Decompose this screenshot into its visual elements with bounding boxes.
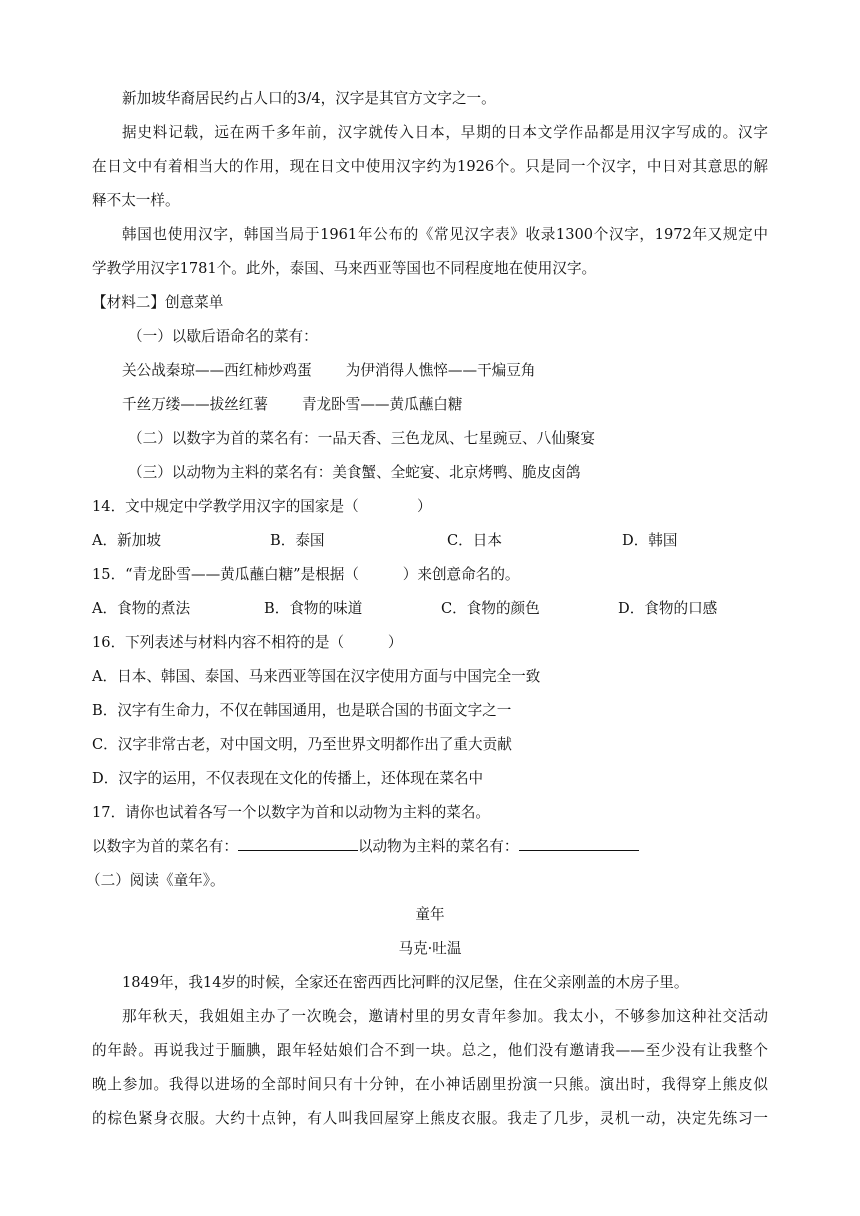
menu-section3: （三）以动物为主料的菜名有：美食蟹、全蛇宴、北京烤鸭、脆皮卤鸽 bbox=[128, 464, 581, 481]
article-para1: 1849年，我14岁的时候，全家还在密西西比河畔的汉尼堡，住在父亲刚盖的木房子里。 bbox=[122, 974, 689, 991]
q15-option-c[interactable]: C．食物的颜色 bbox=[441, 600, 540, 617]
menu-item: 青龙卧雪——黄瓜蘸白糖 bbox=[301, 396, 463, 413]
material1-para2-line1: 据史料记载，远在两千多年前，汉字就传入日本，早期的日本文学作品都是用汉字写成的。汉字 bbox=[122, 124, 768, 141]
question-17-answer-line bbox=[92, 836, 768, 858]
q15-option-b[interactable]: B．食物的味道 bbox=[264, 600, 363, 617]
q14-option-b[interactable]: B．泰国 bbox=[270, 532, 325, 549]
material1-para3-line1: 韩国也使用汉字，韩国当局于1961年公布的《常见汉字表》收录1300个汉字，1972年又规定中 bbox=[122, 226, 768, 243]
menu-item: 千丝万缕——拔丝红薯 bbox=[122, 396, 268, 413]
menu-section1-title: （一）以歇后语命名的菜有： bbox=[128, 328, 318, 345]
material2-heading: 【材料二】创意菜单 bbox=[92, 294, 224, 311]
menu-section2: （二）以数字为首的菜名有：一品天香、三色龙凤、七星豌豆、八仙聚宴 bbox=[128, 430, 596, 447]
article-para2-line1: 那年秋天，我姐姐主办了一次晚会，邀请村里的男女青年参加。我太小，不够参加这种社交活动 bbox=[122, 1008, 768, 1025]
article-para2-line2: 的年龄。再说我过于腼腆，跟年轻姑娘们合不到一块。总之，他们没有邀请我——至少没有让我整个 bbox=[92, 1042, 768, 1059]
article-para2-line3: 晚上参加。我得以进场的全部时间只有十分钟，在小神话剧里扮演一只熊。演出时，我得穿上熊皮似 bbox=[92, 1076, 768, 1093]
q15-option-a[interactable]: A．食物的煮法 bbox=[92, 600, 191, 617]
menu-item: 关公战秦琼——西红柿炒鸡蛋 bbox=[122, 362, 312, 379]
question-15: 15．“青龙卧雪——黄瓜蘸白糖”是根据（ ）来创意命名的。 bbox=[92, 566, 520, 583]
q17-label-number: 以数字为首的菜名有： bbox=[92, 838, 238, 855]
q15-option-d[interactable]: D．食物的口感 bbox=[618, 600, 718, 617]
q16-option-d[interactable]: D．汉字的运用，不仅表现在文化的传播上，还体现在菜名中 bbox=[92, 770, 484, 787]
question-14: 14．文中规定中学教学用汉字的国家是（ ） bbox=[92, 498, 432, 515]
question-16: 16．下列表述与材料内容不相符的是（ ） bbox=[92, 634, 403, 651]
question-17: 17．请你也试着各写一个以数字为首和以动物为主料的菜名。 bbox=[92, 804, 491, 821]
material1-para2-line3: 释不太一样。 bbox=[92, 192, 180, 209]
material1-para1: 新加坡华裔居民约占人口的3/4，汉字是其官方文字之一。 bbox=[122, 90, 496, 107]
material1-para2-line2: 在日文中有着相当大的作用，现在日文中使用汉字约为1926个。只是同一个汉字，中日对其意思的解 bbox=[92, 158, 768, 175]
q17-label-animal: 以动物为主料的菜名有： bbox=[357, 838, 519, 855]
q14-option-a[interactable]: A．新加坡 bbox=[92, 532, 161, 549]
q14-option-d[interactable]: D．韩国 bbox=[622, 532, 678, 549]
q16-option-c[interactable]: C．汉字非常古老，对中国文明，乃至世界文明都作出了重大贡献 bbox=[92, 736, 512, 753]
article-author: 马克·吐温 bbox=[398, 940, 462, 957]
menu-section1-row2 bbox=[122, 394, 768, 416]
q17-blank-animal[interactable] bbox=[519, 836, 639, 851]
material1-para3-line2: 学教学用汉字1781个。此外，泰国、马来西亚等国也不同程度地在使用汉字。 bbox=[92, 260, 597, 277]
q16-option-b[interactable]: B．汉字有生命力，不仅在韩国通用，也是联合国的书面文字之一 bbox=[92, 702, 512, 719]
reading-section-heading: （二）阅读《童年》。 bbox=[86, 872, 225, 889]
q16-option-a[interactable]: A．日本、韩国、泰国、马来西亚等国在汉字使用方面与中国完全一致 bbox=[92, 668, 541, 685]
q14-option-c[interactable]: C．日本 bbox=[447, 532, 502, 549]
q17-blank-number[interactable] bbox=[238, 836, 358, 851]
article-title: 童年 bbox=[415, 906, 445, 923]
article-para2-line4: 的棕色紧身衣服。大约十点钟，有人叫我回屋穿上熊皮衣服。我走了几步，灵机一动，决定先练习一 bbox=[92, 1110, 768, 1127]
menu-item: 为伊消得人憔悴——干煸豆角 bbox=[345, 362, 536, 379]
menu-section1-row1 bbox=[122, 360, 768, 382]
